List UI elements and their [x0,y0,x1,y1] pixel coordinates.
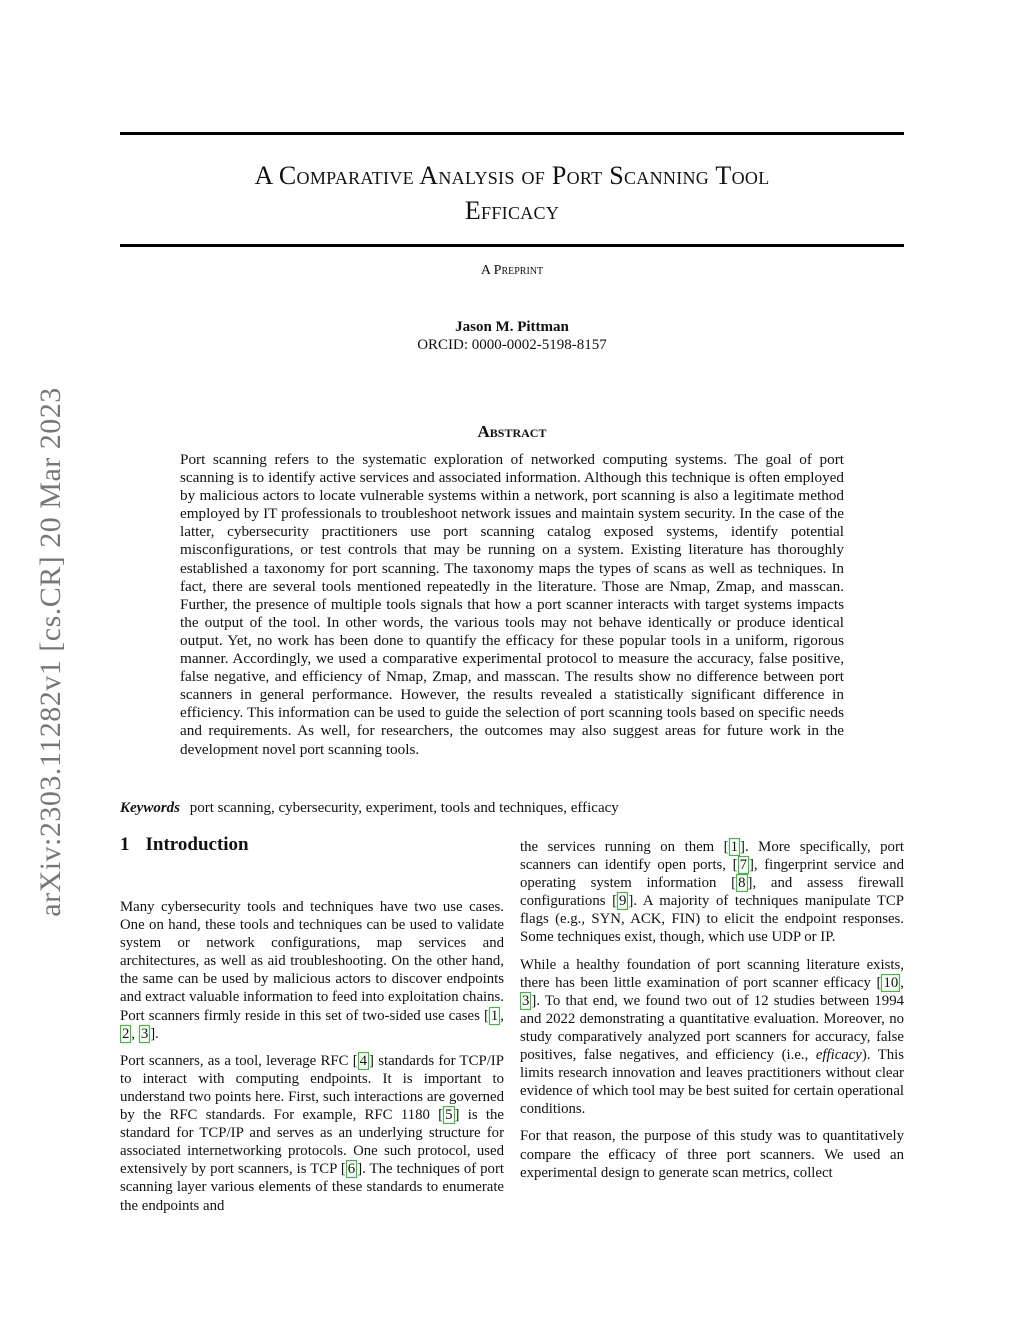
keywords-label: Keywords [120,800,180,816]
right-column [520,838,904,1191]
intro-paragraph-1: Many cybersecurity tools and techniques have two use cases. One on hand, these tools and techniques can be used to validate system or network configurations, map services and architectures, as well as aid troubleshooting. On the other hand, the same can be used by malicious actors to discover endpoints and extract valuable information to feed into exploitation chains. Port scanners firmly reside in this set of two-sided use cases [ 1 , 2 , 3 ]. [120,899,504,1042]
title-bottom-rule [120,244,904,247]
abstract-text: Port scanning refers to the systematic exploration of networked computing systems. The goal of port scanning is to identify active services and associated information. Although this technique is often employed by malicious actors to locate vulnerable systems within a network, port scanning is also a legitimate method employed by IT professionals to troubleshoot network issues and maintain system security. In the case of the latter, cybersecurity practitioners use port scanning catalog exposed systems, identify potential misconfigurations, or test controls that may be running on a system. Existing literature has thoroughly established a taxonomy for port scanning. The taxonomy maps the types of scans as well as techniques. In fact, there are several tools mentioned repeatedly in the literature. Those are Nmap, Zmap, and masscan. Further, the presence of multiple tools signals that how a port scanner interacts with target systems impacts the output of the tool. In other words, the various tools may not behave identically or produce identical output. Yet, no work has been done to quantify the efficacy for these popular tools in a uniform, rigorous manner. Accordingly, we used a comparative experimental protocol to measure the accuracy, false positive, false negative, and efficiency of Nmap, Zmap, and masscan. The results show no difference between port scanners in general performance. However, the results revealed a statistically significant difference in efficiency. This information can be used to guide the selection of port scanning tools based on specific needs and requirements. As well, for researchers, the outcomes may also suggest areas for future work in the development novel port scanning tools. [180,451,844,758]
citation-link[interactable]: 1 [490,1007,499,1024]
abstract-heading: Abstract [477,422,547,441]
arxiv-side-stamp: arXiv:2303.11282v1 [cs.CR] 20 Mar 2023 [34,387,67,917]
preprint-label: A Preprint [480,263,544,278]
citation-link[interactable]: 6 [347,1161,356,1178]
intro-paragraph-2: Port scanners, as a tool, leverage RFC [ 4 ] standards for TCP/IP to interact with computing endpoints. It is important to understand two points here. First, such interactions are governed by the RFC standards. For example, RFC 1180 [ 5 ] is the standard for TCP/IP and serves as an underlying structure for associated internetworking protocols. One such protocol, used extensively by port scanners, is TCP [ 6 ]. The techniques of port scanning layer various elements of these standards to enumerate the endpoints and [120,1052,504,1214]
author-block [120,318,904,354]
citation-link[interactable]: 8 [738,875,746,892]
paper-title [120,158,904,228]
citation-link[interactable]: 3 [522,992,530,1009]
section-title: Introduction [145,834,249,855]
author-name: Jason M. Pittman [455,319,569,335]
citation-link[interactable]: 4 [359,1052,368,1069]
citation-link[interactable]: 7 [739,857,747,874]
citation-link[interactable]: 9 [619,893,627,910]
citation-link[interactable]: 2 [122,1025,130,1042]
intro-paragraph-5: For that reason, the purpose of this study was to quantitatively compare the efficacy of three port scanners. We used an experimental design to generate scan metrics, collect [520,1128,904,1181]
citation-link[interactable]: 3 [140,1025,149,1042]
intro-paragraph-3: the services running on them [ 1 ]. More specifically, port scanners can identify open ports, [ 7 ], fingerprint service and operating system information [ 8 ], and assess firewall configurations [ 9 ]. A majority of techniques manipulate TCP flags (e.g., SYN, ACK, FIN) to elicit the endpoint responses. Some techniques exist, though, which use UDP or IP. [520,839,904,946]
paper-title-line-2: Efficacy [464,196,560,225]
keywords-line [120,799,904,817]
title-top-rule [120,132,904,135]
section-number: 1 [120,834,130,855]
intro-paragraph-4: While a healthy foundation of port scanning literature exists, there has been little examination of port scanner efficacy [ 10 , 3 ]. To that end, we found two out of 12 studies between 1994 and 2022 demonstrating a quantitative evaluation. Moreover, no study comparatively analyzed port scanners for accuracy, false positives, false negatives, and efficiency (i.e., efficacy). This limits research innovation and leaves practitioners without clear evidence of which tool may be best suited for certain operational conditions. [520,956,904,1118]
citation-link[interactable]: 10 [883,974,899,991]
citation-link[interactable]: 5 [445,1107,453,1124]
paper-title-line-1: A Comparative Analysis of Port Scanning Tool [254,161,770,190]
left-column [120,834,504,1224]
author-orcid: ORCID: 0000-0002-5198-8157 [417,337,607,353]
section-heading [120,834,504,856]
keywords-text: port scanning, cybersecurity, experiment, tools and techniques, efficacy [189,800,619,816]
citation-link[interactable]: 1 [730,839,739,855]
